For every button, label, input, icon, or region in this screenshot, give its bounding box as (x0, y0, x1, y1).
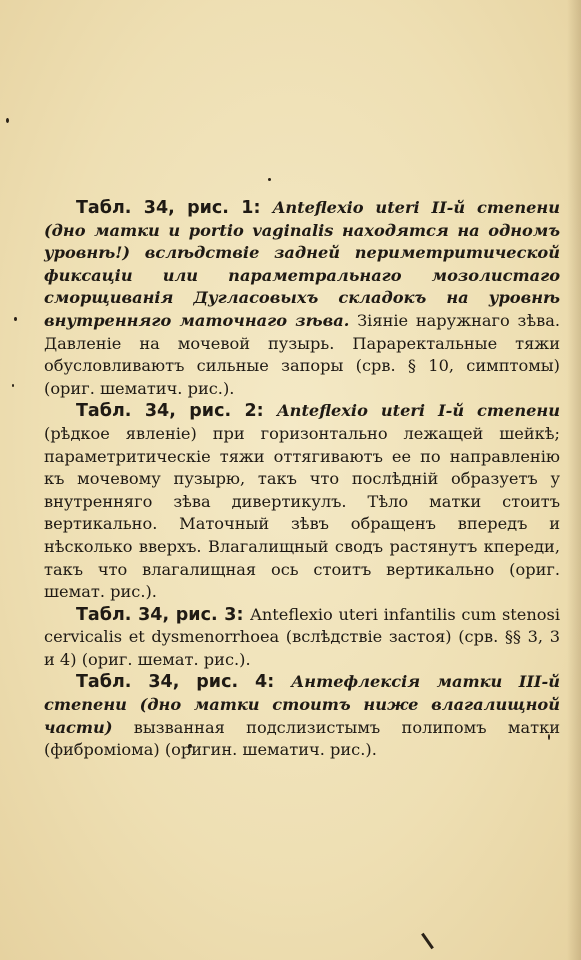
caption-italic-text: Anteflexio uteri II-й степени (дно матки и portio vaginalis находятся на одномъ уровнѣ!) вслѣдствіе задней периметритической фиксаціи или параметральнаго мозолистаго сморщиванія Дугласовыхъ складокъ на уровнѣ внутренняго маточнаго зѣва. (44, 198, 560, 330)
caption-fig-2 (44, 400, 560, 603)
speck (12, 384, 14, 387)
speck (14, 317, 17, 321)
caption-body-text: Anteflexio uteri infantilis cum stenosi cervicalis et dysmenorrhoea (вслѣдствіе застоя) (срв. §§ 3, 3 и 4) (ориг. шемат. рис.). (44, 604, 560, 669)
text-block (44, 197, 560, 762)
caption-fig-3 (44, 604, 560, 672)
caption-body-text: вызванная подслизистымъ полипомъ матки (фиброміома) (оригин. шематич. рис.). (44, 717, 560, 760)
caption-fig-4 (44, 671, 560, 761)
caption-fig-1 (44, 197, 560, 400)
caption-body-text: (рѣдкое явленіе) при горизонтально лежащей шейкѣ; параметритическіе тяжи оттягиваютъ ее по направленію къ мочевому пузырю, такъ что послѣдній образуетъ у внутренняго зѣва дивертикулъ. Тѣло матки стоитъ вертикально. Маточный зѣвъ обращенъ впередъ и нѣсколько вверхъ. Влагалищный сводъ растянутъ кпереди, такъ что влагалищная ось стоитъ вертикально (ориг. шемат. рис.). (44, 423, 560, 602)
speck (268, 178, 271, 181)
caption-heading: Табл. 34, рис. 1: (76, 198, 273, 218)
caption-italic-text: Антефлексія матки III-й степени (дно матки стоитъ ниже влагалищной части) (44, 672, 560, 737)
speck (6, 118, 9, 123)
page-edge-shadow (567, 0, 581, 960)
caption-heading: Табл. 34, рис. 4: (76, 672, 292, 693)
caption-heading: Табл. 34, рис. 3: (76, 604, 251, 625)
caption-italic-text: Anteflexio uteri I-й степени (277, 401, 560, 421)
caption-heading: Табл. 34, рис. 2: (76, 401, 278, 422)
caption-body-text: Зіяніе наружнаго зѣва. Давленіе на мочевой пузырь. Параректальные тяжи обусловливаютъ сильные запоры (срв. § 10, симптомы) (ориг. шематич. рис.). (44, 310, 560, 398)
scratch-mark (421, 933, 434, 949)
